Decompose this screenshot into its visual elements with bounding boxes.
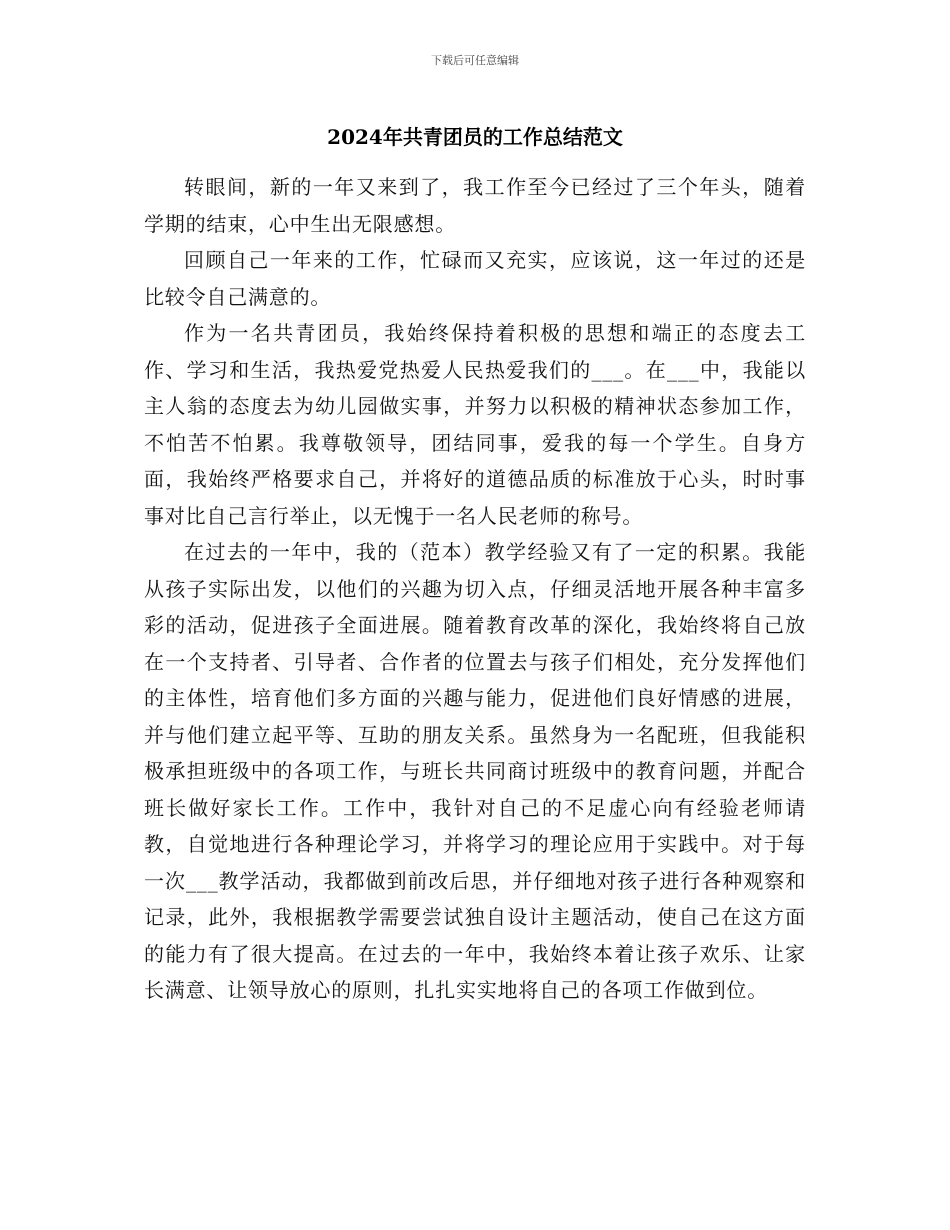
- paragraph-1: 转眼间，新的一年又来到了，我工作至今已经过了三个年头，随着学期的结束，心中生出无限感想。: [144, 175, 806, 236]
- header-note: 下载后可任意编辑: [431, 54, 519, 67]
- paragraph-3: 作为一名共青团员，我始终保持着积极的思想和端正的态度去工作、学习和生活，我热爱党热爱人民热爱我们的___。在___中，我能以主人翁的态度去为幼儿园做实事，并努力以积极的精神状态参加工作，不怕苦不怕累。我尊敬领导，团结同事，爱我的每一个学生。自身方面，我始终严格要求自己，并将好的道德品质的标准放于心头，时时事事对比自己言行举止，以无愧于一名人民老师的称号。: [144, 321, 806, 528]
- document-title: 2024年共青团员的工作总结范文: [327, 125, 623, 149]
- paragraph-2: 回顾自己一年来的工作，忙碌而又充实，应该说，这一年过的还是比较令自己满意的。: [144, 248, 806, 309]
- paragraph-4: 在过去的一年中，我的（范本）教学经验又有了一定的积累。我能从孩子实际出发，以他们的兴趣为切入点，仔细灵活地开展各种丰富多彩的活动，促进孩子全面进展。随着教育改革的深化，我始终将自己放在一个支持者、引导者、合作者的位置去与孩子们相处，充分发挥他们的主体性，培育他们多方面的兴趣与能力，促进他们良好情感的进展，并与他们建立起平等、互助的朋友关系。虽然身为一名配班，但我能积极承担班级中的各项工作，与班长共同商讨班级中的教育问题，并配合班长做好家长工作。工作中，我针对自己的不足虚心向有经验老师请教，自觉地进行各种理论学习，并将学习的理论应用于实践中。对于每一次___教学活动，我都做到前改后思，并仔细地对孩子进行各种观察和记录，此外，我根据教学需要尝试独自设计主题活动，使自己在这方面的能力有了很大提高。在过去的一年中，我始终本着让孩子欢乐、让家长满意、让领导放心的原则，扎扎实实地将自己的各项工作做到位。: [144, 540, 806, 1002]
- document-body: [144, 169, 806, 1009]
